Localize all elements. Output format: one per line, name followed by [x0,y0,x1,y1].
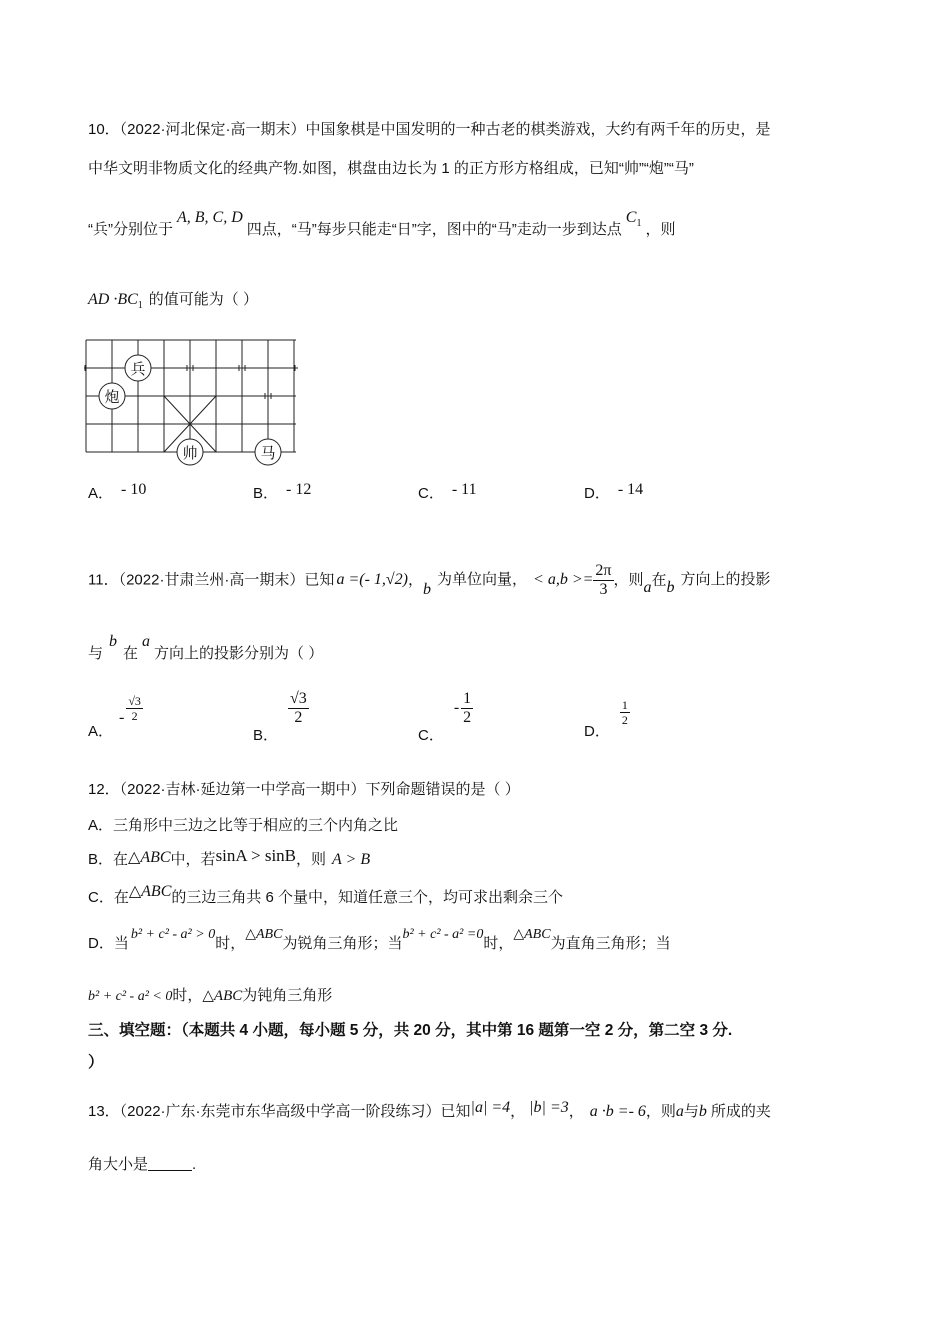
q13-abs-b: |b| =3 [529,1099,569,1116]
q12-d-when-2: 时， [483,935,514,952]
q12-b-condition: sinA > sinB [215,846,297,865]
q12-option-d-line2 [88,984,332,1005]
q12-d-expr-1 [131,927,215,942]
q10-option-a [88,482,146,503]
q11-line2-c: 方向上的投影分别为（ ） [154,645,324,662]
q11-line2-a-ref: a [142,633,151,650]
q12-d-expr-2 [402,927,483,942]
q13-line2-text: 角大小是 [88,1156,149,1173]
chess-piece-pao-label: 炮 [104,388,120,406]
q13-comma-1: ， [510,1103,526,1120]
q10-option-b [253,482,311,503]
q11-option-c-sign: - [453,699,460,717]
q11-a-ref: a [643,579,652,597]
q13-a-ref: a [675,1103,684,1120]
q11-line1 [88,562,771,599]
q13-then: ，则 [645,1103,676,1120]
q12-d-expr-2-op: =0 [463,927,484,942]
q13-abs-a: |a| =4 [470,1099,511,1116]
q12-c-post: 的三边三角共 6 个量中，知道任意三个，均可求出剩余三个 [171,889,564,906]
q10-option-d-value: - 14 [617,481,644,498]
q10-option-b-label: B． [253,485,279,502]
q10-line4 [88,288,258,311]
q10-line3 [88,209,676,241]
q11-option-b-den: 2 [294,709,303,726]
q12-d-acute: 为锐角三角形；当 [282,935,403,952]
chess-piece-ma-label: 马 [260,444,276,462]
q11-option-d-fraction [620,698,630,727]
chess-piece-shuai [177,439,203,465]
q12-d-obtuse: 为钝角三角形 [242,987,333,1004]
q11-option-d-den: 2 [621,713,628,727]
q12-d-right: 为直角三角形；当 [550,935,671,952]
q11-option-d [584,698,630,741]
q10-line3-c: ，则 [645,221,676,238]
q13-yu: 与 [683,1103,699,1120]
q11-option-b-num: √3 [290,690,307,707]
q11-unit-text: 为单位向量， [437,571,528,589]
q12-b-mid: 中，若 [170,851,216,868]
q10-expr-sub: 1 [137,300,143,311]
q11-option-c-label: C． [418,727,444,745]
chess-piece-bing [125,355,151,381]
q12-d-expr-3 [88,989,172,1004]
q12-d-expr-3-op: < 0 [148,989,173,1004]
q11-option-d-num: 1 [621,698,628,712]
q13-comma-2: ， [568,1103,584,1120]
chess-piece-shuai-label: 帅 [182,444,198,462]
q11-then: ，则 [613,571,644,589]
q10-option-d-label: D． [584,485,610,502]
q12-c-triangle: △ABC [128,883,172,900]
q11-option-a-num: √3 [128,694,141,708]
q13-b-ref: b [698,1103,707,1120]
q13-line2 [88,1153,196,1174]
q12-c-pre: C．在 [88,889,129,906]
q12-title: 12．（2022·吉林·延边第一中学高一期中）下列命题错误的是（ ） [88,781,520,798]
q10-points: A, B, C, D [177,209,243,226]
q10-line1: 10．（2022·河北保定·高一期末）中国象棋是中国发明的一种古老的棋类游戏，大约有两千年的历史，是 [88,121,771,138]
q11-option-c-fraction [461,690,473,727]
q11-option-b-label: B． [253,727,279,745]
chess-piece-bing-label: 兵 [130,360,146,378]
q12-option-a: A．三角形中三边之比等于相应的三个内角之比 [88,817,399,834]
q10-option-c-value: - 11 [451,481,477,498]
q11-option-c-num: 1 [463,690,472,707]
q11-option-a-label: A． [88,723,114,741]
q12-d-when-1: 时， [215,935,246,952]
q10-option-a-value: - 10 [121,481,147,498]
q13-line1 [88,1100,771,1121]
q10-point-c1 [625,209,642,229]
section-3-heading: 三、填空题：（本题共 4 小题，每小题 5 分，共 20 分，其中第 16 题第一空 2 分，第二空 3 分. [88,1022,733,1039]
q13-prefix: 13．（2022·广东·东莞市东华高级中学高一阶段练习）已知 [88,1103,471,1120]
q12-d-expr-2-base: b² + c² - a² [402,927,464,942]
q11-vector-b: b [423,581,432,599]
section-3-heading-close: ） [88,1054,104,1071]
q11-zai: 在 [651,571,667,589]
q10-option-c-label: C． [418,485,444,502]
q10-option-a-label: A． [88,485,114,502]
q10-line4-text: 的值可能为（ ） [148,291,258,308]
q11-option-d-label: D． [584,723,610,741]
q11-option-a-sign: - [119,709,125,727]
chess-piece-pao [99,383,125,409]
q11-option-c [418,690,473,745]
q11-line2-a: 与 [88,645,104,662]
q11-line2 [88,633,324,663]
q12-d-expr-1-base: b² + c² - a² [130,927,192,942]
q13-tail: 所成的夹 [710,1103,771,1120]
q10-c1-letter: C [625,209,637,226]
q13-answer-blank[interactable] [148,1156,192,1171]
q11-option-b-fraction [288,690,309,727]
q12-option-c [88,883,564,907]
q11-proj-text: 方向上的投影 [680,571,771,589]
chess-piece-ma [255,439,281,465]
q12-b-pre: B．在 [88,851,129,868]
q12-d-triangle-3: △ABC [202,988,243,1004]
q10-option-c [418,482,477,503]
q11-angle-den: 3 [599,581,608,598]
q11-comma: ， [408,571,424,589]
q12-d-when-3: 时， [172,987,203,1004]
q12-d-pre: D．当 [88,935,129,952]
q12-b-result: A > B [332,851,371,868]
q12-b-then: ，则 [296,851,327,868]
chess-board-figure [84,338,300,468]
q11-option-a-fraction [126,694,143,723]
q12-option-d [88,927,671,953]
q11-angle: < a,b >= [533,571,594,589]
q11-b-ref: b [666,579,675,597]
q12-d-expr-3-base: b² + c² - a² [88,989,149,1004]
q11-option-c-den: 2 [463,709,472,726]
q12-d-expr-1-op: > 0 [191,927,216,942]
q12-d-triangle-1: △ABC [245,927,283,942]
q10-option-b-value: - 12 [286,481,312,498]
q11-line2-b: 在 [123,645,139,662]
q10-c1-sub: 1 [636,218,642,229]
q11-line2-b-ref: b [109,633,118,650]
q12-b-triangle: △ABC [128,849,171,866]
q11-vector-a-def: a =(- 1,√2) [336,571,408,589]
q10-line3-b: 四点，“马”每步只能走“日”字，图中的“马”走动一步到达点 [246,221,622,238]
q11-angle-num: 2π [595,562,612,579]
q11-option-b [253,690,309,745]
q11-option-a-den: 2 [131,709,138,723]
q13-end: . [192,1156,197,1173]
q11-angle-fraction [593,562,613,599]
q10-expr-text: AD ·BC [88,291,138,308]
q12-d-triangle-2: △ABC [513,927,551,942]
q11-option-a [88,694,143,741]
q13-dot-product: a ·b =- 6 [589,1103,646,1120]
q10-option-d [584,482,643,503]
q11-prefix: 11．（2022·甘肃兰州·高一期末）已知 [88,571,335,589]
q10-expression [88,291,143,311]
q10-line3-a: “兵”分别位于 [88,221,173,238]
q10-line2: 中华文明非物质文化的经典产物.如图，棋盘由边长为 1 的正方形方格组成，已知“帅”“炮”“马” [88,160,694,177]
q12-option-b [88,848,370,869]
